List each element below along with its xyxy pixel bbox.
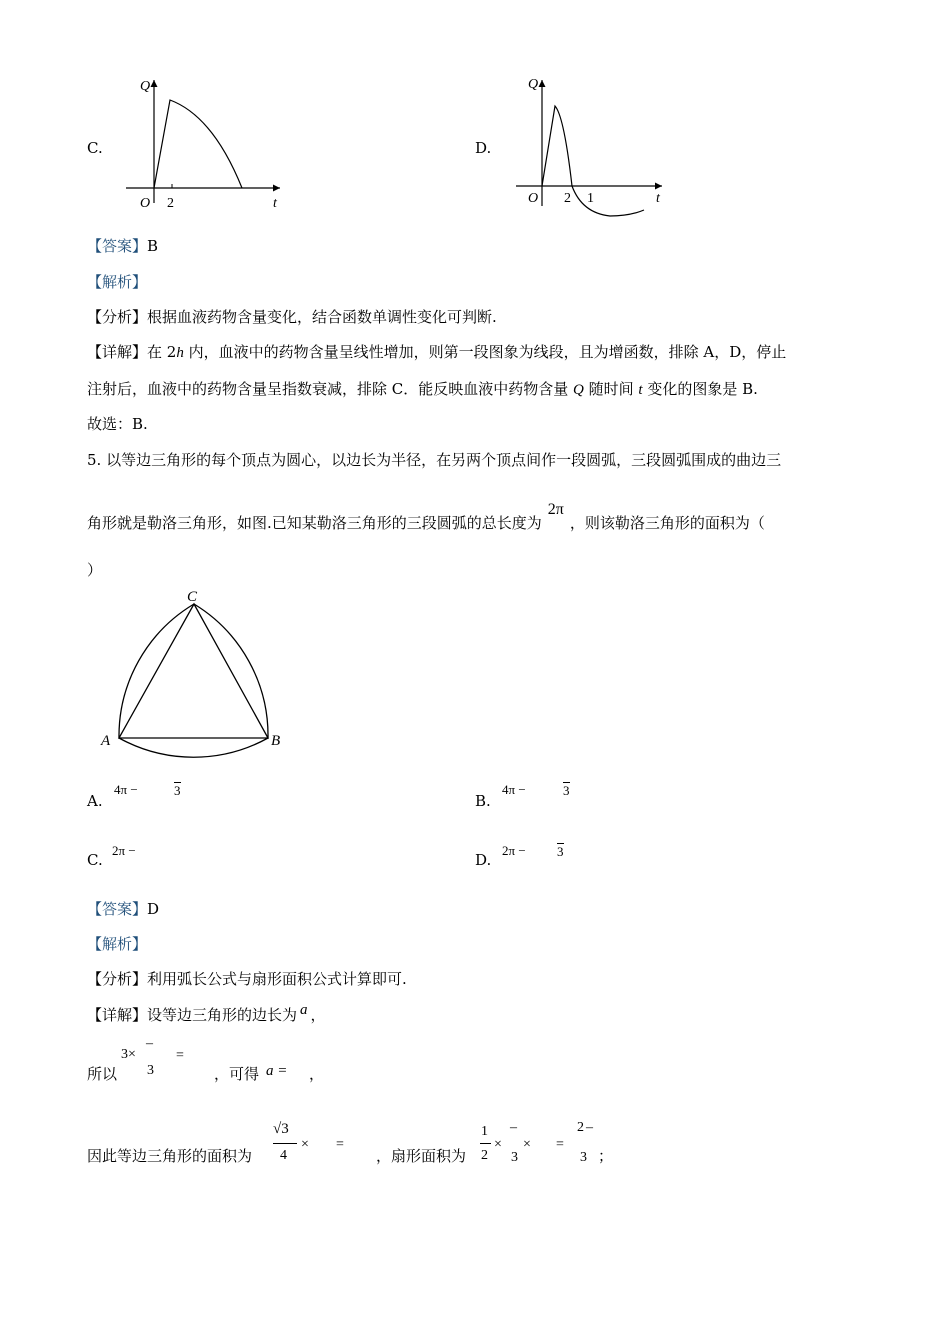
option-b-expr: 4π − [502,782,526,797]
fenxi-text: 利用弧长公式与扇形面积公式计算即可. [147,970,407,988]
fenxi-tag: 【分析】 [87,308,148,326]
two-pi: 2π [547,501,564,518]
option-d [475,851,491,869]
q5-stem-line3: ） [87,561,103,579]
comma: ， [310,1006,326,1024]
detail-text: 在 2 [147,343,177,361]
detail-text: 变化的图象是 B. [642,380,758,398]
answer-value: B [147,237,159,255]
one: 1 [481,1124,488,1139]
yinci-label: 因此等边三角形的面积为 [87,1147,253,1165]
vertex-a: A [101,733,111,749]
option-b [475,792,491,810]
option-c-expr: 2π − [112,843,136,858]
option-c-label: C. [87,139,103,157]
sqrt3: √3 [273,1121,289,1137]
tick-label-1: 1 [587,191,594,206]
option-label: A. [87,792,103,810]
times: × [494,1137,502,1152]
var-q: Q [573,382,584,398]
equilateral-triangle [119,604,268,738]
comma: ， [309,1065,325,1083]
axis-q-label: Q [140,79,151,94]
axis-t-label: t [273,196,277,211]
q4-analysis-tag: 【解析】 [87,273,148,291]
curve-c [154,100,242,188]
vertex-c: C [187,589,198,605]
four: 4 [280,1148,287,1163]
detail-text: 注射后，血液中的药物含量呈指数衰减，排除 C．能反映血液中药物含量 [87,380,574,398]
option-a-tail: 3 [174,783,181,798]
vertex-b: B [271,733,281,749]
reuleaux-arcs [119,604,268,757]
stem-text: ，则该勒洛三角形的面积为（ [569,514,765,532]
var-a: a [300,1002,308,1018]
two: 2 [481,1148,488,1163]
equals: = [176,1048,184,1063]
two-num: 2 [577,1120,584,1135]
detail-tag: 【详解】 [87,343,148,361]
option-label: B. [475,792,491,810]
frac-bar: – [510,1120,517,1135]
option-label: D. [475,851,492,869]
q4-detail-line1 [87,341,786,362]
den3: 3 [580,1150,587,1165]
reuleaux-figure [95,585,295,765]
suoyi-den: 3 [147,1063,154,1078]
option-b-tail: 3 [563,783,570,798]
q4-detail-line2 [87,378,758,399]
a-eq: a = [266,1063,288,1079]
origin-label: O [140,196,151,211]
suoyi-label: 所以 [87,1065,118,1083]
tick-label: 2 [167,196,174,211]
q4-answer-line [87,235,158,256]
answer-tag: 【答案】 [87,900,148,918]
equals: = [336,1137,344,1152]
tick-label-2: 2 [564,191,571,206]
detail-text: 随时间 [583,380,639,398]
frac-line [480,1143,491,1144]
axis-q-label: Q [528,77,539,92]
graph-d [510,68,680,230]
q5-stem-line1: 5. 以等边三角形的每个顶点为圆心，以边长为半径，在另两个顶点间作一段圆弧，三段圆弧围成的曲边三 [87,451,782,469]
stem-text: 角形就是勒洛三角形，如图.已知某勒洛三角形的三段圆弧的总长度为 [87,514,542,532]
option-d-label: D. [475,139,492,157]
frac-line [273,1143,297,1144]
times: × [523,1137,531,1152]
option-label: C. [87,851,103,869]
option-c [87,851,103,869]
q5-answer-line [87,898,159,919]
q5-fenxi-line [87,968,407,989]
detail-tag: 【详解】 [87,1006,148,1024]
suoyi-expr: 3× [121,1047,136,1062]
q5-analysis-tag: 【解析】 [87,935,148,953]
q5-detail-line1 [87,1004,326,1025]
var-h: h [176,345,184,361]
fenxi-text: 根据血液药物含量变化，结合函数单调性变化可判断. [147,308,497,326]
shanxing-label: ，扇形面积为 [376,1147,467,1165]
option-d-tail: 3 [557,844,564,859]
graph-c [118,68,298,213]
equals: = [556,1137,564,1152]
detail-text: 设等边三角形的边长为 [147,1006,298,1024]
frac-bar: – [586,1120,593,1135]
kede: ，可得 [214,1065,260,1083]
option-d-expr: 2π − [502,843,526,858]
answer-value: D [147,900,160,918]
fenxi-tag: 【分析】 [87,970,148,988]
option-a [87,792,103,810]
semicolon: ； [598,1147,614,1165]
var-t: t [638,382,643,398]
answer-tag: 【答案】 [87,237,148,255]
option-a-expr: 4π − [114,782,138,797]
axis-t-label: t [656,191,660,206]
q4-fenxi-line [87,306,497,327]
frac-bar: – [146,1036,153,1051]
detail-text: 内，血液中的药物含量呈线性增加，则第一段图象为线段，且为增函数，排除 A，D，停止 [183,343,787,361]
times: × [301,1137,309,1152]
q4-conclusion: 故选：B. [87,415,148,433]
q5-stem-line2 [87,501,765,533]
den3: 3 [511,1150,518,1165]
origin-label: O [528,191,539,206]
